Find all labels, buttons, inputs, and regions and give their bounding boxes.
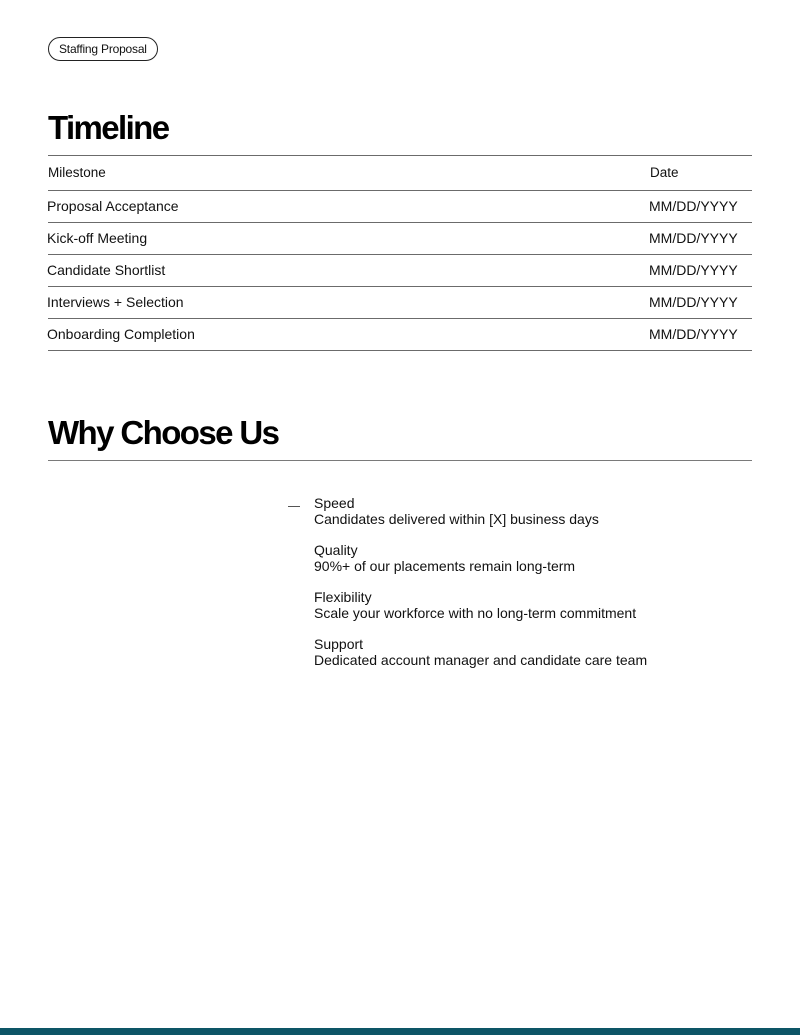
timeline-title: Timeline xyxy=(48,109,169,146)
date-cell: MM/DD/YYYY xyxy=(649,262,738,278)
why-choose-us-title: Why Choose Us xyxy=(48,414,279,451)
table-row xyxy=(48,319,752,351)
milestone-cell: Kick-off Meeting xyxy=(47,230,148,246)
feature-description: 90%+ of our placements remain long-term xyxy=(314,558,576,574)
date-cell: MM/DD/YYYY xyxy=(649,294,738,310)
footer-accent-bar xyxy=(0,1028,800,1035)
table-row xyxy=(48,255,752,287)
table-row xyxy=(48,223,752,255)
feature-item xyxy=(314,495,647,527)
document-tag: Staffing Proposal xyxy=(48,37,158,61)
date-cell: MM/DD/YYYY xyxy=(649,198,738,214)
feature-item xyxy=(314,636,647,668)
table-header-row xyxy=(48,155,752,191)
feature-title: Flexibility xyxy=(314,589,372,605)
milestone-cell: Onboarding Completion xyxy=(47,326,195,342)
feature-description: Dedicated account manager and candidate care team xyxy=(314,652,648,668)
column-header-milestone: Milestone xyxy=(48,165,106,180)
table-row xyxy=(48,191,752,223)
date-cell: MM/DD/YYYY xyxy=(649,326,738,342)
feature-title: Support xyxy=(314,636,364,652)
feature-item xyxy=(314,542,647,574)
feature-description: Candidates delivered within [X] business days xyxy=(314,511,599,527)
table-row xyxy=(48,287,752,319)
milestone-cell: Interviews + Selection xyxy=(47,294,184,310)
feature-description: Scale your workforce with no long-term commitment xyxy=(314,605,637,621)
timeline-table xyxy=(48,155,752,351)
milestone-cell: Proposal Acceptance xyxy=(47,198,179,214)
feature-title: Quality xyxy=(314,542,358,558)
feature-list xyxy=(288,495,648,683)
em-dash-icon xyxy=(288,506,300,507)
feature-item xyxy=(314,589,647,621)
column-header-date: Date xyxy=(650,165,679,180)
milestone-cell: Candidate Shortlist xyxy=(47,262,166,278)
feature-title: Speed xyxy=(314,495,355,511)
date-cell: MM/DD/YYYY xyxy=(649,230,738,246)
section-divider xyxy=(48,460,752,461)
